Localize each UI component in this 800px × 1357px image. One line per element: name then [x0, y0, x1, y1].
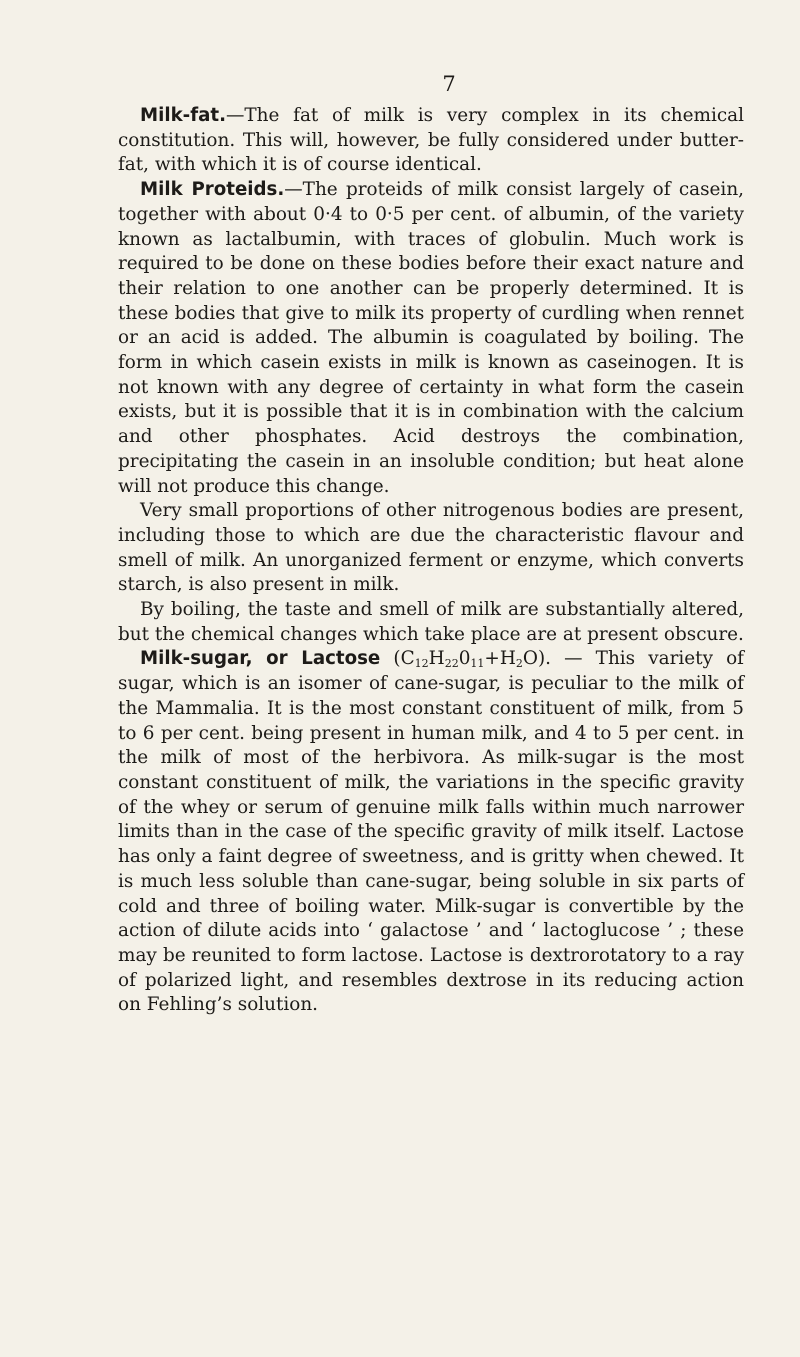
formula-c-sub: 12: [414, 657, 429, 671]
paragraph-nitrogenous-bodies: [118, 499, 744, 598]
formula-plus-h: +H: [484, 648, 516, 670]
formula-close: ).: [537, 648, 551, 670]
paragraph-milk-proteids: [118, 178, 744, 499]
heading-milk-sugar: Milk-sugar, or Lactose: [140, 648, 381, 670]
formula-h2-sub: 2: [515, 657, 523, 671]
text-milk-proteids: —The proteids of milk consist largely of casein, together with about 0·4 to 0·5 per cent. of albumin, of the variety known as lactalbumin, with traces of globulin. Much work is required to be done on these bodies before their exact nature and their relation to one another can be properly determined. It is these bodies that give to milk its property of curdling when rennet or an acid is added. The albumin is coagulated by boiling. The form in which casein exists in milk is known as caseinogen. It is not known with any degree of certainty in what form the casein exists, but it is possible that it is in combination with the calcium and other phosphates. Acid destroys the combination, precipitating the casein in an insoluble condition; but heat alone will not produce this change.: [118, 179, 745, 497]
formula-o2: O: [522, 648, 538, 670]
formula-c: C: [400, 648, 415, 670]
text-nitrogenous-bodies: Very small proportions of other nitrogenous bodies are present, including those to which are due the characteristic flavour and smell of milk. An unorganized ferment or enzyme, which converts starch, is also present in milk.: [118, 500, 744, 596]
formula-o-sub: 11: [470, 657, 485, 671]
text-milk-fat: —The fat of milk is very complex in its chemical constitution. This will, however, be fully considered under butter-fat, with which it is of course identical.: [118, 105, 744, 176]
text-milk-sugar: — This variety of sugar, which is an isomer of cane-sugar, is peculiar to the milk of the Mammalia. It is the most constant constituent of milk, from 5 to 6 per cent. being present in human milk, and 4 to 5 per cent. in the milk of most of the herbivora. As milk-sugar is the most constant constituent of milk, the variations in the specific gravity of the whey or serum of genuine milk falls within much narrower limits than in the case of the specific gravity of milk itself. Lactose has only a faint degree of sweetness, and is gritty when chewed. It is much less soluble than cane-sugar, being soluble in six parts of cold and three of boiling water. Milk-sugar is convertible by the action of dilute acids into ‘ galactose ’ and ‘ lactoglucose ’ ; these may be reunited to form lactose. Lactose is dextrorotatory to a ray of polarized light, and resembles dextrose in its reducing action on Fehling’s solution.: [118, 648, 744, 1016]
formula-h-sub: 22: [444, 657, 459, 671]
text-boiling: By boiling, the taste and smell of milk are substantially altered, but the chemical changes which take place are at present obscure.: [118, 599, 744, 645]
formula-open: (: [380, 648, 401, 670]
lactose-formula: [401, 648, 538, 669]
paragraph-milk-sugar: [118, 647, 744, 1018]
paragraph-boiling: [118, 598, 744, 647]
heading-milk-proteids: Milk Proteids.: [140, 179, 285, 201]
formula-o: 0: [458, 648, 471, 670]
heading-milk-fat: Milk-fat.: [140, 105, 226, 126]
paragraph-milk-fat: [118, 104, 744, 178]
page-number: 7: [442, 72, 456, 96]
formula-h: H: [428, 648, 445, 670]
